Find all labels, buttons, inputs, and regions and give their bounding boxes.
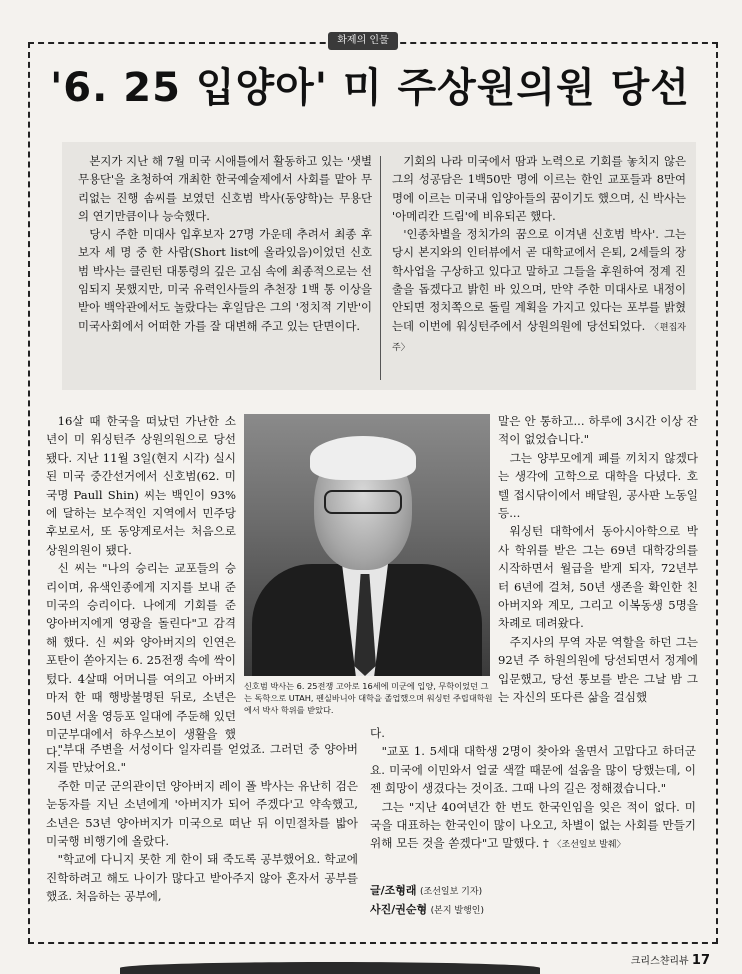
intro-paragraph: 당시 주한 미대사 입후보자 27명 가운데 추려서 최종 후보자 세 명 중 한 사람(Short list에 올라있음)이었던 신호범 박사는 클린턴 대통령의 깊은 고심 속에 최종적으로는 선임되지 못했지만, 미국 유력인사들의 추천장 1백 통 이상을 받아 백악관에서도 놀랐다는 후일담은 그의 '정치적 기반'이 미국사회에서 어떠한 가를 잘 대변해 주고 있는 단면이다. bbox=[78, 227, 372, 333]
writer-affiliation: (조선일보 기자) bbox=[420, 887, 483, 897]
photo-hair bbox=[310, 436, 416, 480]
intro-box bbox=[62, 142, 696, 390]
headline: '6. 25 입양아' 미 주상원의원 당선 bbox=[50, 65, 690, 111]
magazine-name: 크리스챤리뷰 bbox=[630, 956, 689, 967]
editor-note: 〈편집자 주〉 bbox=[392, 322, 686, 353]
body-paragraph: 말은 안 통하고... 하루에 3시간 이상 잔 적이 없었습니다." bbox=[498, 414, 698, 447]
intro-paragraph bbox=[392, 225, 686, 357]
writer-credit bbox=[370, 882, 670, 901]
body-paragraph: "학교에 다니지 못한 게 한이 돼 죽도록 공부했어요. 학교에 진학하려고 해도 나이가 많다고 받아주지 않아 혼자서 공부를 했죠. 처음하는 공부에, bbox=[46, 852, 358, 904]
intro-paragraph-text: '인종차별을 정치가의 꿈으로 이겨낸 신호범 박사'. 그는 당시 본지와의 인터뷰에서 곧 대학교에서 은퇴, 2세들의 장학사업을 구상하고 있다고 말하고 그들을 후원하여 정계 진출을 돕겠다고 밝힌 바 있으며, 만약 주한 미대사로 내정이 안되면 정치쪽으로 돌릴 계획을 가지고 있다는 포부를 밝혔는데 이번에 워싱턴주에서 상원의원에 당선되었다. bbox=[392, 227, 686, 333]
body-paragraph: 워싱턴 대학에서 동아시아학으로 박사 학위를 받은 그는 69년 대학강의를 시작하면서 월급을 받게 되자, 72년부터 6년에 걸쳐, 50년 생존을 확인한 친아버지와 계모, 그리고 이복동생 5명을 차례로 데려왔다. bbox=[498, 524, 698, 631]
writer-label: 글/조형래 bbox=[370, 884, 417, 897]
page-number: 17 bbox=[691, 953, 710, 968]
photo-credit bbox=[370, 901, 670, 920]
intro-left-column bbox=[78, 152, 372, 335]
section-tag: 화제의 인물 bbox=[328, 32, 398, 50]
photo-affiliation: (본지 발행인) bbox=[430, 906, 485, 916]
source-note: 〈조선일보 발췌〉 bbox=[552, 840, 626, 851]
body-right-column bbox=[498, 412, 698, 707]
body-bottom-right-column bbox=[370, 724, 696, 855]
body-paragraph bbox=[370, 798, 696, 855]
body-paragraph: 다. bbox=[370, 726, 385, 740]
page-fold-shadow bbox=[120, 962, 540, 974]
body-paragraph: 16살 때 한국을 떠났던 가난한 소년이 미 워싱턴주 상원의원으로 당선됐다. 지난 11월 3일(현지 시각) 실시된 미국 중간선거에서 신호범(62. 미국명 Paull Shin) 씨는 백인이 93%에 달하는 보수적인 지역에서 민주당 후보로서, 또 동양계로서는 처음으로 상원의원이 됐다. bbox=[46, 414, 236, 557]
body-left-column bbox=[46, 412, 236, 762]
credits bbox=[370, 882, 670, 920]
photo-glasses bbox=[324, 490, 402, 514]
intro-paragraph: 본지가 지난 해 7월 미국 시애틀에서 활동하고 있는 '샛별무용단'을 초청하여 개최한 한국예술제에서 사회를 맡아 무리없는 진행 솜씨를 보였던 신호범 박사(동양학)는 무용단의 연기만큼이나 능숙했다. bbox=[78, 154, 373, 223]
body-paragraph: 그는 양부모에게 폐를 끼치지 않겠다는 생각에 고학으로 대학을 다녔다. 호텔 접시닦이에서 배달원, 공사판 노동일 등... bbox=[498, 450, 698, 521]
intro-right-column bbox=[392, 152, 686, 357]
photo-caption: 신호범 박사는 6. 25전쟁 고아로 16세에 미군에 입양, 무학이었던 그는 독학으로 UTAH, 펜실바니아 대학을 졸업했으며 워싱턴 주립대학원에서 박사 학위를 받았다. bbox=[244, 681, 493, 715]
body-bottom-left-column bbox=[46, 740, 358, 906]
page-footer bbox=[600, 952, 710, 968]
body-paragraph-text: 그는 "지난 40여년간 한 번도 한국인임을 잊은 적이 없다. 미국을 대표하는 한국인이 많이 나오고, 차별이 없는 사회를 만들기 위해 모든 것을 쏟겠다"고 말했다. † bbox=[370, 799, 696, 851]
body-paragraph: "부대 주변을 서성이다 일자리를 얻었죠. 그러던 중 양아버지를 만났어요." bbox=[46, 742, 358, 775]
photo-label: 사진/권순형 bbox=[370, 903, 428, 916]
body-paragraph: 신 씨는 "나의 승리는 교포들의 승리이며, 유색인종에게 지지를 보내 준 미국의 승리이다. 나에게 기회를 준 양아버지에게 영광을 돌린다"고 감격해 했다. 신 씨와 양아버지의 인연은 포탄이 쏟아지는 6. 25전쟁 속에 싹이 텄다. 4살때 어머니를 여의고 아버지마저 한 때 행방불명된 뒤로, 소년은 50년 서울 영등포 일대에 주둔해 있던 미군부대에서 하우스보이 생활을 했다. bbox=[46, 561, 236, 760]
body-paragraph: "교포 1. 5세대 대학생 2명이 찾아와 울면서 고맙다고 하더군요. 미국에 이민와서 얼굴 색깔 때문에 설움을 많이 당했는데, 이젠 희망이 생겼다는 것이죠. 그때 나의 길은 정해졌습니다." bbox=[370, 744, 696, 796]
intro-divider bbox=[380, 156, 381, 380]
intro-paragraph: 기회의 나라 미국에서 땀과 노력으로 기회를 놓치지 않은 그의 성공담은 1백50만 명에 이르는 한인 교포들과 8만여 명에 이르는 미국내 입양아들의 꿈이기도 했으며, 신 박사는 '아메리칸 드림'에 비유되곤 했다. bbox=[392, 154, 686, 223]
portrait-photo bbox=[244, 414, 490, 676]
body-paragraph: 주지사의 무역 자문 역할을 하던 그는 92년 주 하원의원에 당선되면서 정계에 입문했고, 당선 통보를 받은 그날 밤 그는 자신의 또다른 삶을 걸심했 bbox=[498, 634, 698, 705]
body-paragraph: 주한 미군 군의관이던 양아버지 레이 폴 박사는 유난히 검은 눈동자를 지닌 소년에게 '아버지가 되어 주겠다'고 약속했고, 소년은 53년 양아버지가 미국으로 떠난 뒤 이민절차를 밟아 미국행 비행기에 올랐다. bbox=[46, 778, 358, 849]
